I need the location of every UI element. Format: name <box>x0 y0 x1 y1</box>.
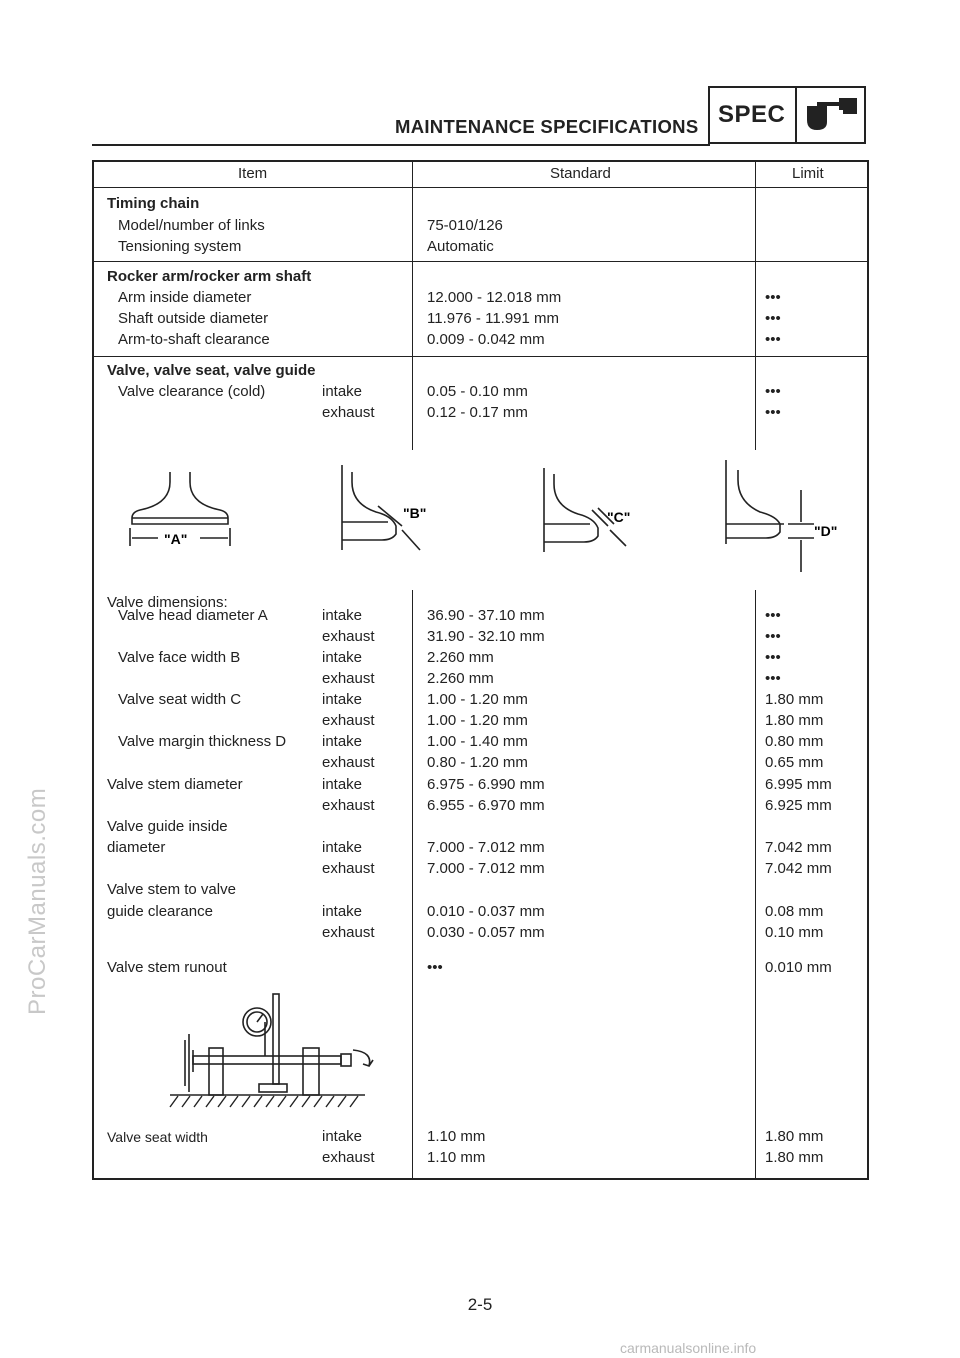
row-standard: 1.00 - 1.40 mm <box>427 733 528 750</box>
column-divider-standard-top <box>412 160 413 450</box>
row-standard: 0.12 - 0.17 mm <box>427 404 528 421</box>
row-item: Arm-to-shaft clearance <box>118 331 270 348</box>
spec-badge-divider <box>795 86 797 144</box>
row-sub: intake <box>322 776 363 793</box>
row-item: Valve face width B <box>118 649 241 666</box>
row-item: Valve guide inside <box>107 818 228 835</box>
row-limit: 6.995 mm <box>765 776 832 793</box>
section-title-timing-chain: Timing chain <box>107 195 200 212</box>
column-header-limit: Limit <box>792 165 824 182</box>
row-standard: 1.00 - 1.20 mm <box>427 712 528 729</box>
row-limit: ••• <box>765 628 781 645</box>
row-limit: ••• <box>765 670 781 687</box>
row-standard: 0.030 - 0.057 mm <box>427 924 545 941</box>
row-sub: exhaust <box>322 797 375 814</box>
diagram-label-c: "C" <box>607 509 631 525</box>
row-standard: 1.00 - 1.20 mm <box>427 691 528 708</box>
row-sub: exhaust <box>322 628 375 645</box>
section-divider-1 <box>92 261 869 262</box>
row-sub: exhaust <box>322 924 375 941</box>
row-standard: 6.975 - 6.990 mm <box>427 776 545 793</box>
row-limit: ••• <box>765 607 781 624</box>
header-rule <box>92 144 710 146</box>
column-divider-limit-top <box>755 160 756 450</box>
row-item: Model/number of links <box>118 217 265 234</box>
micrometer-icon <box>803 92 861 138</box>
row-sub: intake <box>322 903 363 920</box>
row-sub: exhaust <box>322 754 375 771</box>
section-divider-2 <box>92 356 869 357</box>
side-watermark: ProCarManuals.com <box>24 787 51 1015</box>
column-divider-standard-bottom <box>412 590 413 1180</box>
row-sub: exhaust <box>322 404 375 421</box>
row-limit: 1.80 mm <box>765 691 824 708</box>
row-standard: 0.009 - 0.042 mm <box>427 331 545 348</box>
section-title-rocker-arm: Rocker arm/rocker arm shaft <box>107 268 312 285</box>
row-item: Valve stem to valve <box>107 881 236 898</box>
row-limit: ••• <box>765 310 781 327</box>
row-item: Valve head diameter A <box>118 607 268 624</box>
row-standard: Automatic <box>427 238 494 255</box>
row-standard: ••• <box>427 959 443 976</box>
row-standard: 75-010/126 <box>427 217 503 234</box>
row-limit: 0.80 mm <box>765 733 824 750</box>
row-sub: intake <box>322 1128 363 1145</box>
section-title-valve: Valve, valve seat, valve guide <box>107 362 316 379</box>
row-limit: 0.08 mm <box>765 903 824 920</box>
row-standard: 1.10 mm <box>427 1128 486 1145</box>
row-sub: exhaust <box>322 712 375 729</box>
row-standard: 0.010 - 0.037 mm <box>427 903 545 920</box>
row-standard: 0.05 - 0.10 mm <box>427 383 528 400</box>
valve-margin-diagram-d <box>726 460 814 572</box>
row-limit: ••• <box>765 649 781 666</box>
row-item: Valve seat width <box>107 1129 208 1145</box>
diagram-label-a: "A" <box>164 531 188 547</box>
row-sub: intake <box>322 383 363 400</box>
page-title: MAINTENANCE SPECIFICATIONS <box>395 116 699 137</box>
row-item: guide clearance <box>107 903 213 920</box>
row-limit: 0.10 mm <box>765 924 824 941</box>
row-sub: exhaust <box>322 670 375 687</box>
row-standard: 7.000 - 7.012 mm <box>427 839 545 856</box>
row-limit: 1.80 mm <box>765 712 824 729</box>
row-standard: 31.90 - 32.10 mm <box>427 628 545 645</box>
diagram-label-d: "D" <box>814 523 838 539</box>
column-divider-limit-bottom <box>755 590 756 1180</box>
row-limit: ••• <box>765 289 781 306</box>
row-item: Valve seat width C <box>118 691 242 708</box>
column-header-item: Item <box>238 165 268 182</box>
row-standard: 6.955 - 6.970 mm <box>427 797 545 814</box>
row-sub: intake <box>322 733 363 750</box>
bottom-watermark: carmanualsonline.info <box>620 1340 757 1356</box>
row-item: Arm inside diameter <box>118 289 252 306</box>
row-standard: 7.000 - 7.012 mm <box>427 860 545 877</box>
row-item: Valve margin thickness D <box>118 733 287 750</box>
row-sub: intake <box>322 649 363 666</box>
row-limit: ••• <box>765 331 781 348</box>
row-limit: 1.80 mm <box>765 1149 824 1166</box>
row-item: Valve stem runout <box>107 959 227 976</box>
row-limit: ••• <box>765 404 781 421</box>
row-item: Valve stem diameter <box>107 776 243 793</box>
spec-badge: SPEC <box>718 101 786 128</box>
row-sub: intake <box>322 607 363 624</box>
row-item: Tensioning system <box>118 238 242 255</box>
row-standard: 2.260 mm <box>427 649 494 666</box>
row-standard: 11.976 - 11.991 mm <box>427 310 560 327</box>
row-sub: intake <box>322 839 363 856</box>
row-item: Valve clearance (cold) <box>118 383 266 400</box>
row-sub: exhaust <box>322 1149 375 1166</box>
row-item: diameter <box>107 839 166 856</box>
row-standard: 2.260 mm <box>427 670 494 687</box>
row-standard: 0.80 - 1.20 mm <box>427 754 528 771</box>
row-limit: 0.010 mm <box>765 959 832 976</box>
row-limit: ••• <box>765 383 781 400</box>
row-limit: 6.925 mm <box>765 797 832 814</box>
page-number: 2-5 <box>467 1295 493 1314</box>
row-limit: 7.042 mm <box>765 860 832 877</box>
row-standard: 12.000 - 12.018 mm <box>427 289 562 306</box>
diagram-label-b: "B" <box>403 505 427 521</box>
dial-gauge-runout-illustration <box>165 992 380 1110</box>
row-standard: 36.90 - 37.10 mm <box>427 607 545 624</box>
header-divider <box>92 187 869 188</box>
row-standard: 1.10 mm <box>427 1149 486 1166</box>
row-limit: 1.80 mm <box>765 1128 824 1145</box>
row-item: Shaft outside diameter <box>118 310 269 327</box>
row-limit: 7.042 mm <box>765 839 832 856</box>
valve-dimensions-title: Valve dimensions: <box>107 594 228 611</box>
valve-dimension-diagrams <box>120 460 840 580</box>
row-sub: exhaust <box>322 860 375 877</box>
row-sub: intake <box>322 691 363 708</box>
row-limit: 0.65 mm <box>765 754 824 771</box>
column-header-standard: Standard <box>550 165 611 182</box>
